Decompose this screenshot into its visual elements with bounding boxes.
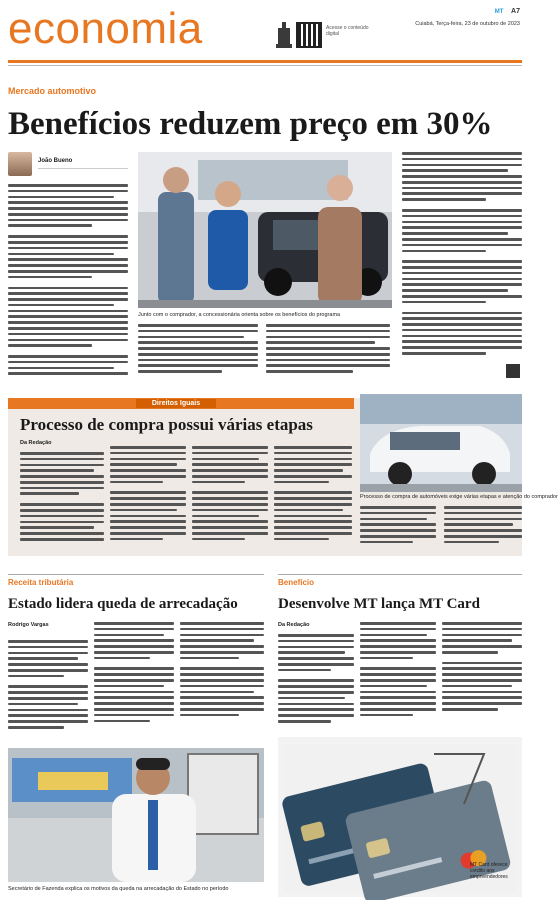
right-photo-caption: MT Card oferece crédito aos empreendedores: [470, 862, 508, 880]
left-photo-caption: Secretário de Fazenda explica os motivos da queda na arrecadação do Estado no período: [8, 886, 229, 892]
author-name: João Bueno: [38, 158, 73, 164]
box-text-col-5: [360, 506, 436, 552]
box-photo: [360, 394, 522, 492]
left-text-col-2: [94, 622, 174, 740]
main-text-col-1: [8, 184, 128, 380]
right-story-rule: [278, 574, 522, 575]
author-rule: [38, 168, 128, 169]
right-byline: Da Redação: [278, 622, 310, 628]
right-text-col-1: [278, 634, 354, 734]
main-text-col-2: [138, 324, 258, 384]
main-headline: Benefícios reduzem preço em 30%: [8, 106, 493, 142]
qr-code-small-icon[interactable]: [506, 364, 520, 378]
left-photo-image: [8, 748, 264, 882]
left-byline: Rodrigo Vargas: [8, 622, 49, 628]
left-headline: Estado lidera queda de arrecadação: [8, 596, 238, 612]
edition-tag: MT: [494, 9, 504, 15]
main-text-col-3: [266, 324, 390, 384]
main-kicker: Mercado automotivo: [8, 86, 97, 96]
box-text-col-1: [20, 452, 104, 552]
right-headline: Desenvolve MT lança MT Card: [278, 596, 480, 612]
box-photo-caption: Processo de compra de automóveis exige várias etapas e atenção do comprador: [360, 494, 558, 500]
box-text-col-4: [274, 446, 352, 552]
main-photo-caption: Junto com o comprador, a concessionária orienta sobre os benefícios do programa: [138, 312, 341, 318]
sidebar-band-label: Direitos Iguais: [136, 399, 216, 408]
qr-caption: Acesse o conteúdo digital: [326, 25, 369, 37]
box-photo-image: [360, 394, 522, 492]
qr-code-icon[interactable]: [296, 22, 322, 48]
author-block: [8, 152, 128, 178]
right-kicker: Benefício: [278, 578, 315, 587]
box-headline: Processo de compra possui várias etapas: [20, 415, 313, 434]
box-text-col-2: [110, 446, 186, 552]
left-story-rule: [8, 574, 264, 575]
left-photo: [8, 748, 264, 882]
masthead: [0, 0, 530, 64]
box-byline: Da Redação: [20, 440, 52, 446]
box-text-col-6: [444, 506, 522, 552]
right-text-col-2: [360, 622, 436, 734]
main-text-col-4: [402, 152, 522, 360]
page-number: A7: [511, 8, 520, 15]
edition-info: [415, 8, 520, 27]
masthead-rule: [8, 60, 522, 63]
right-text-col-3: [442, 622, 522, 734]
main-photo: [138, 152, 392, 308]
main-photo-image: [138, 152, 392, 308]
edition-date: Cuiabá, Terça-feira, 23 de outubro de 2023: [415, 21, 520, 27]
building-icon: [276, 22, 292, 48]
author-avatar: [8, 152, 32, 176]
section-title: economia: [8, 4, 203, 53]
masthead-subrule: [8, 65, 522, 66]
left-text-col-3: [180, 622, 264, 740]
left-kicker: Receita tributária: [8, 578, 74, 587]
left-text-col-1: [8, 640, 88, 740]
box-text-col-3: [192, 446, 268, 552]
